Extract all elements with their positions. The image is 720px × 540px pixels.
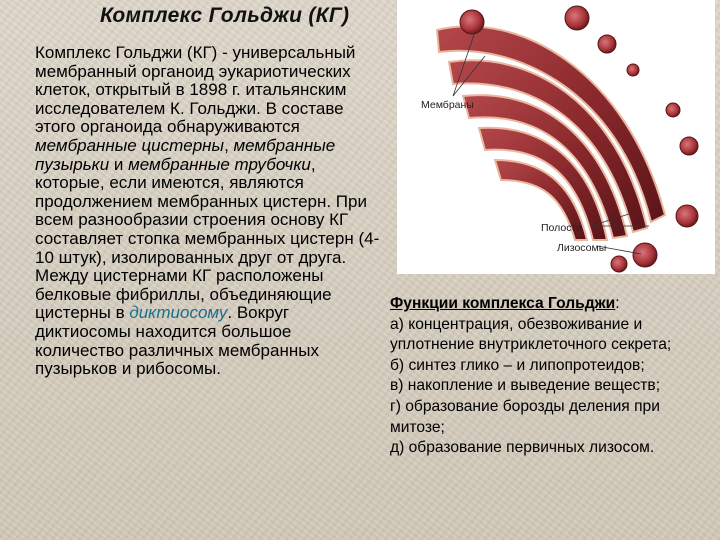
label-membranes: Мембраны [421, 99, 474, 111]
function-item-d: г) образование борозды деления при митозе; [390, 397, 660, 436]
function-item-e: д) образование первичных лизосом. [390, 439, 655, 457]
function-item-a: а) концентрация, обезвоживание и уплотнение внутриклеточного секрета; [390, 315, 672, 354]
golgi-illustration [397, 0, 715, 274]
vesicle [565, 6, 589, 30]
function-item-c: в) накопление и выведение веществ; [390, 377, 661, 395]
functions-heading: Функции комплекса Гольджи [390, 295, 616, 312]
vesicle [680, 137, 698, 155]
functions-heading-colon: : [615, 295, 620, 312]
cistern-stack [437, 26, 665, 240]
term-membrane-cisterns: мембранные цистерны [35, 135, 225, 155]
description-paragraph [35, 44, 385, 379]
vesicle [627, 64, 639, 76]
vesicle [666, 103, 680, 117]
paragraph-and: и [109, 154, 129, 174]
label-lysosomes: Лизосомы [557, 242, 607, 254]
vesicle [460, 10, 484, 34]
paragraph-comma: , [224, 135, 234, 155]
vesicle [676, 205, 698, 227]
slide-title: Комплекс Гольджи (КГ) [100, 4, 350, 27]
function-item-b: б) синтез глико – и липопротеидов; [390, 356, 645, 374]
term-membrane-tubules: мембранные трубочки [128, 154, 311, 174]
paragraph-text-2: , которые, если имеются, являются продолжением мембранных цистерн. При всем разнообразии строения основу КГ составляет стопка мембранных цистерн (4-10 штук), изолированных друг от друга. Между цистернами КГ расположены белковые фибриллы, объединяющие цистерны в [35, 154, 380, 323]
functions-heading-row [390, 294, 710, 315]
golgi-diagram [397, 0, 715, 274]
vesicle [598, 35, 616, 53]
vesicle [633, 243, 657, 267]
label-cavities: Полости [541, 222, 583, 234]
term-dictyosome-link[interactable]: диктиосому [129, 303, 228, 323]
vesicle [611, 256, 627, 272]
paragraph-text-1: Комплекс Гольджи (КГ) - универсальный мембранный органоид эукариотических клеток, открытый в 1898 г. итальянским исследователем К. Гольджи. В составе этого органоида обнаруживаются [35, 43, 356, 137]
paragraph-text-3: . Вокруг диктиосомы находится большое количество различных мембранных пузырьков и рибосомы. [35, 303, 319, 379]
functions-block [390, 294, 710, 459]
term-membrane-vesicles: мембранные пузырьки [35, 135, 336, 174]
